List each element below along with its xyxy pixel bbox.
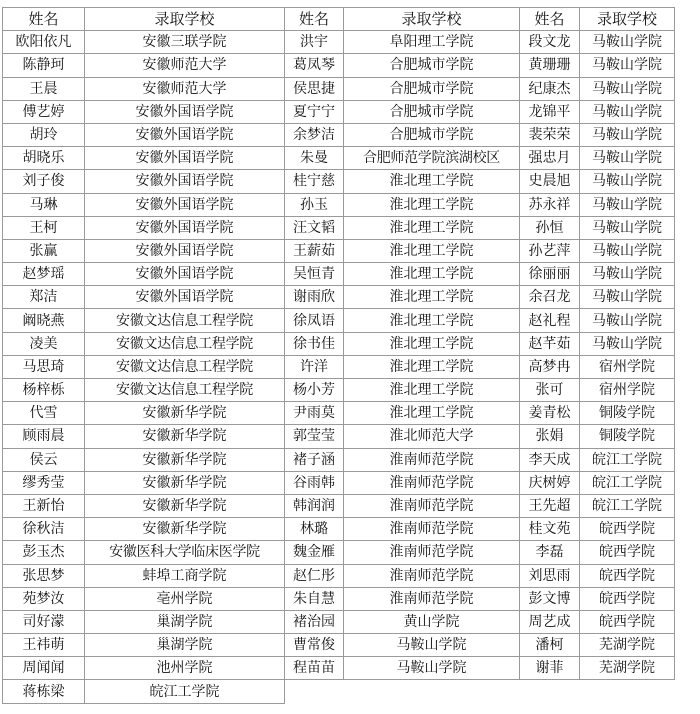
student-name-cell: 褚治园 xyxy=(285,610,344,633)
student-name-cell: 王新怡 xyxy=(3,494,85,517)
student-name-cell: 赵仁彤 xyxy=(285,564,344,587)
student-name-cell: 庆树婷 xyxy=(520,471,580,494)
school-cell: 马鞍山学院 xyxy=(580,31,675,54)
student-name-cell: 林璐 xyxy=(285,518,344,541)
school-cell: 安徽文达信息工程学院 xyxy=(85,355,285,378)
school-cell: 淮北理工学院 xyxy=(344,216,520,239)
school-cell: 淮北理工学院 xyxy=(344,309,520,332)
school-cell: 马鞍山学院 xyxy=(344,657,520,680)
school-cell xyxy=(580,680,675,703)
student-name-cell: 胡玲 xyxy=(3,123,85,146)
student-name-cell: 陈静珂 xyxy=(3,54,85,77)
school-cell: 安徽文达信息工程学院 xyxy=(85,309,285,332)
table-row xyxy=(3,239,675,262)
school-cell: 马鞍山学院 xyxy=(580,123,675,146)
school-cell: 安徽新华学院 xyxy=(85,448,285,471)
school-cell: 皖西学院 xyxy=(580,518,675,541)
student-name-cell: 朱自慧 xyxy=(285,587,344,610)
student-name-cell: 李天成 xyxy=(520,448,580,471)
school-cell: 马鞍山学院 xyxy=(580,309,675,332)
student-name-cell: 谷雨韩 xyxy=(285,471,344,494)
header-school-2: 录取学校 xyxy=(344,8,520,31)
school-cell: 淮北理工学院 xyxy=(344,263,520,286)
school-cell: 皖西学院 xyxy=(580,587,675,610)
student-name-cell: 缪秀莹 xyxy=(3,471,85,494)
student-name-cell: 张可 xyxy=(520,379,580,402)
header-row xyxy=(3,8,675,31)
student-name-cell: 谢雨欣 xyxy=(285,286,344,309)
school-cell: 安徽新华学院 xyxy=(85,425,285,448)
table-row xyxy=(3,332,675,355)
school-cell: 合肥城市学院 xyxy=(344,123,520,146)
school-cell: 皖西学院 xyxy=(580,541,675,564)
student-name-cell: 余梦洁 xyxy=(285,123,344,146)
student-name-cell: 黄珊珊 xyxy=(520,54,580,77)
student-name-cell: 桂宁慈 xyxy=(285,170,344,193)
student-name-cell: 顾雨晨 xyxy=(3,425,85,448)
school-cell: 宿州学院 xyxy=(580,355,675,378)
school-cell: 安徽外国语学院 xyxy=(85,100,285,123)
table-row xyxy=(3,216,675,239)
school-cell: 安徽文达信息工程学院 xyxy=(85,332,285,355)
school-cell: 安徽新华学院 xyxy=(85,471,285,494)
student-name-cell: 褚子涵 xyxy=(285,448,344,471)
table-row xyxy=(3,355,675,378)
table-row xyxy=(3,657,675,680)
school-cell: 淮南师范学院 xyxy=(344,587,520,610)
student-name-cell: 司好濛 xyxy=(3,610,85,633)
school-cell: 铜陵学院 xyxy=(580,425,675,448)
student-name-cell: 郭莹莹 xyxy=(285,425,344,448)
student-name-cell: 凌美 xyxy=(3,332,85,355)
student-name-cell: 吴恒青 xyxy=(285,263,344,286)
student-name-cell: 王祎萌 xyxy=(3,634,85,657)
student-name-cell: 代雪 xyxy=(3,402,85,425)
school-cell: 马鞍山学院 xyxy=(580,216,675,239)
school-cell: 阜阳理工学院 xyxy=(344,31,520,54)
school-cell: 安徽外国语学院 xyxy=(85,123,285,146)
student-name-cell: 苏永祥 xyxy=(520,193,580,216)
table-row xyxy=(3,170,675,193)
student-name-cell: 赵芊茹 xyxy=(520,332,580,355)
header-name-3: 姓名 xyxy=(520,8,580,31)
school-cell: 巢湖学院 xyxy=(85,610,285,633)
school-cell: 铜陵学院 xyxy=(580,402,675,425)
student-name-cell xyxy=(520,680,580,703)
table-row xyxy=(3,680,675,703)
student-name-cell: 彭文博 xyxy=(520,587,580,610)
school-cell: 皖西学院 xyxy=(580,564,675,587)
school-cell: 马鞍山学院 xyxy=(580,170,675,193)
school-cell: 淮南师范学院 xyxy=(344,564,520,587)
table-row xyxy=(3,263,675,286)
table-row xyxy=(3,471,675,494)
student-name-cell: 杨小芳 xyxy=(285,379,344,402)
school-cell: 马鞍山学院 xyxy=(344,634,520,657)
school-cell: 安徽三联学院 xyxy=(85,31,285,54)
school-cell: 淮北理工学院 xyxy=(344,170,520,193)
student-name-cell: 朱曼 xyxy=(285,147,344,170)
table-row xyxy=(3,286,675,309)
school-cell xyxy=(344,680,520,703)
student-name-cell: 侯云 xyxy=(3,448,85,471)
school-cell: 淮北理工学院 xyxy=(344,379,520,402)
school-cell: 安徽外国语学院 xyxy=(85,216,285,239)
school-cell: 淮北理工学院 xyxy=(344,355,520,378)
student-name-cell: 夏宁宁 xyxy=(285,100,344,123)
header-school-3: 录取学校 xyxy=(580,8,675,31)
student-name-cell: 赵梦瑶 xyxy=(3,263,85,286)
school-cell: 安徽外国语学院 xyxy=(85,193,285,216)
student-name-cell: 潘柯 xyxy=(520,634,580,657)
school-cell: 马鞍山学院 xyxy=(580,147,675,170)
school-cell: 池州学院 xyxy=(85,657,285,680)
school-cell: 安徽外国语学院 xyxy=(85,170,285,193)
student-name-cell: 傅艺婷 xyxy=(3,100,85,123)
school-cell: 安徽外国语学院 xyxy=(85,263,285,286)
school-cell: 巢湖学院 xyxy=(85,634,285,657)
student-name-cell: 姜青松 xyxy=(520,402,580,425)
school-cell: 芜湖学院 xyxy=(580,657,675,680)
student-name-cell: 王薪茹 xyxy=(285,239,344,262)
student-name-cell: 桂文苑 xyxy=(520,518,580,541)
table-row xyxy=(3,309,675,332)
school-cell: 黄山学院 xyxy=(344,610,520,633)
table-row xyxy=(3,425,675,448)
table-row xyxy=(3,100,675,123)
school-cell: 淮南师范学院 xyxy=(344,471,520,494)
table-row xyxy=(3,494,675,517)
student-name-cell: 史晨旭 xyxy=(520,170,580,193)
student-name-cell: 韩润润 xyxy=(285,494,344,517)
school-cell: 安徽新华学院 xyxy=(85,402,285,425)
student-name-cell: 谢菲 xyxy=(520,657,580,680)
student-name-cell: 苑梦汝 xyxy=(3,587,85,610)
table-row xyxy=(3,147,675,170)
table-row xyxy=(3,541,675,564)
student-name-cell: 徐书佳 xyxy=(285,332,344,355)
student-name-cell: 杨梓栎 xyxy=(3,379,85,402)
school-cell: 淮南师范学院 xyxy=(344,541,520,564)
student-name-cell: 蒋栋梁 xyxy=(3,680,85,703)
school-cell: 马鞍山学院 xyxy=(580,77,675,100)
school-cell: 安徽外国语学院 xyxy=(85,286,285,309)
school-cell: 安徽外国语学院 xyxy=(85,239,285,262)
student-name-cell: 侯思捷 xyxy=(285,77,344,100)
student-name-cell: 尹雨莫 xyxy=(285,402,344,425)
table-row xyxy=(3,402,675,425)
table-row xyxy=(3,564,675,587)
school-cell: 安徽外国语学院 xyxy=(85,147,285,170)
school-cell: 安徽师范大学 xyxy=(85,54,285,77)
header-name-2: 姓名 xyxy=(285,8,344,31)
student-name-cell: 许洋 xyxy=(285,355,344,378)
student-name-cell: 汪文韬 xyxy=(285,216,344,239)
table-row xyxy=(3,518,675,541)
school-cell: 淮南师范学院 xyxy=(344,494,520,517)
student-name-cell: 魏金雁 xyxy=(285,541,344,564)
school-cell: 蚌埠工商学院 xyxy=(85,564,285,587)
school-cell: 淮北理工学院 xyxy=(344,239,520,262)
school-cell: 安徽师范大学 xyxy=(85,77,285,100)
student-name-cell: 张赢 xyxy=(3,239,85,262)
school-cell: 马鞍山学院 xyxy=(580,239,675,262)
student-name-cell: 余召龙 xyxy=(520,286,580,309)
school-cell: 马鞍山学院 xyxy=(580,263,675,286)
school-cell: 淮北师范大学 xyxy=(344,425,520,448)
school-cell: 皖江工学院 xyxy=(580,448,675,471)
table-row xyxy=(3,77,675,100)
student-name-cell: 王柯 xyxy=(3,216,85,239)
school-cell: 皖江工学院 xyxy=(580,471,675,494)
table-row xyxy=(3,193,675,216)
student-name-cell: 张娟 xyxy=(520,425,580,448)
table-row xyxy=(3,123,675,146)
table-row xyxy=(3,610,675,633)
student-name-cell: 刘子俊 xyxy=(3,170,85,193)
school-cell: 宿州学院 xyxy=(580,379,675,402)
table-row xyxy=(3,379,675,402)
school-cell: 皖江工学院 xyxy=(580,494,675,517)
student-name-cell: 张思梦 xyxy=(3,564,85,587)
school-cell: 安徽文达信息工程学院 xyxy=(85,379,285,402)
school-cell: 淮北理工学院 xyxy=(344,286,520,309)
header-name-1: 姓名 xyxy=(3,8,85,31)
school-cell: 淮南师范学院 xyxy=(344,518,520,541)
student-name-cell: 洪宇 xyxy=(285,31,344,54)
table-row xyxy=(3,448,675,471)
student-name-cell: 龙锦平 xyxy=(520,100,580,123)
school-cell: 淮南师范学院 xyxy=(344,448,520,471)
student-name-cell: 周艺成 xyxy=(520,610,580,633)
school-cell: 马鞍山学院 xyxy=(580,100,675,123)
student-name-cell: 段文龙 xyxy=(520,31,580,54)
school-cell: 合肥城市学院 xyxy=(344,54,520,77)
school-cell: 马鞍山学院 xyxy=(580,332,675,355)
student-name-cell xyxy=(285,680,344,703)
school-cell: 亳州学院 xyxy=(85,587,285,610)
student-name-cell: 李磊 xyxy=(520,541,580,564)
school-cell: 芜湖学院 xyxy=(580,634,675,657)
school-cell: 安徽新华学院 xyxy=(85,518,285,541)
school-cell: 淮北理工学院 xyxy=(344,332,520,355)
student-name-cell: 高梦冉 xyxy=(520,355,580,378)
student-name-cell: 徐丽丽 xyxy=(520,263,580,286)
school-cell: 淮北理工学院 xyxy=(344,193,520,216)
student-name-cell: 孙艺萍 xyxy=(520,239,580,262)
student-name-cell: 曹常俊 xyxy=(285,634,344,657)
student-name-cell: 周闻闻 xyxy=(3,657,85,680)
student-name-cell: 裴荣荣 xyxy=(520,123,580,146)
student-name-cell: 孙玉 xyxy=(285,193,344,216)
student-name-cell: 马思琦 xyxy=(3,355,85,378)
table-row xyxy=(3,587,675,610)
school-cell: 合肥城市学院 xyxy=(344,77,520,100)
student-name-cell: 纪康杰 xyxy=(520,77,580,100)
school-cell: 安徽医科大学临床医学院 xyxy=(85,541,285,564)
student-name-cell: 阚晓燕 xyxy=(3,309,85,332)
student-name-cell: 王晨 xyxy=(3,77,85,100)
student-name-cell: 赵礼程 xyxy=(520,309,580,332)
school-cell: 马鞍山学院 xyxy=(580,54,675,77)
header-school-1: 录取学校 xyxy=(85,8,285,31)
admission-table-body xyxy=(3,8,675,704)
student-name-cell: 徐秋洁 xyxy=(3,518,85,541)
school-cell: 淮北理工学院 xyxy=(344,402,520,425)
table-row xyxy=(3,634,675,657)
school-cell: 马鞍山学院 xyxy=(580,193,675,216)
student-name-cell: 刘思雨 xyxy=(520,564,580,587)
student-name-cell: 彭玉杰 xyxy=(3,541,85,564)
student-name-cell: 孙恒 xyxy=(520,216,580,239)
admission-table xyxy=(2,7,675,704)
school-cell: 皖西学院 xyxy=(580,610,675,633)
table-row xyxy=(3,31,675,54)
student-name-cell: 马琳 xyxy=(3,193,85,216)
student-name-cell: 欧阳依凡 xyxy=(3,31,85,54)
student-name-cell: 郑洁 xyxy=(3,286,85,309)
student-name-cell: 王先超 xyxy=(520,494,580,517)
school-cell: 马鞍山学院 xyxy=(580,286,675,309)
student-name-cell: 程苗苗 xyxy=(285,657,344,680)
school-cell: 合肥师范学院滨湖校区 xyxy=(344,147,520,170)
school-cell: 皖江工学院 xyxy=(85,680,285,703)
student-name-cell: 胡晓乐 xyxy=(3,147,85,170)
student-name-cell: 强忠月 xyxy=(520,147,580,170)
school-cell: 安徽新华学院 xyxy=(85,494,285,517)
student-name-cell: 葛凤琴 xyxy=(285,54,344,77)
school-cell: 合肥城市学院 xyxy=(344,100,520,123)
table-row xyxy=(3,54,675,77)
student-name-cell: 徐凤语 xyxy=(285,309,344,332)
